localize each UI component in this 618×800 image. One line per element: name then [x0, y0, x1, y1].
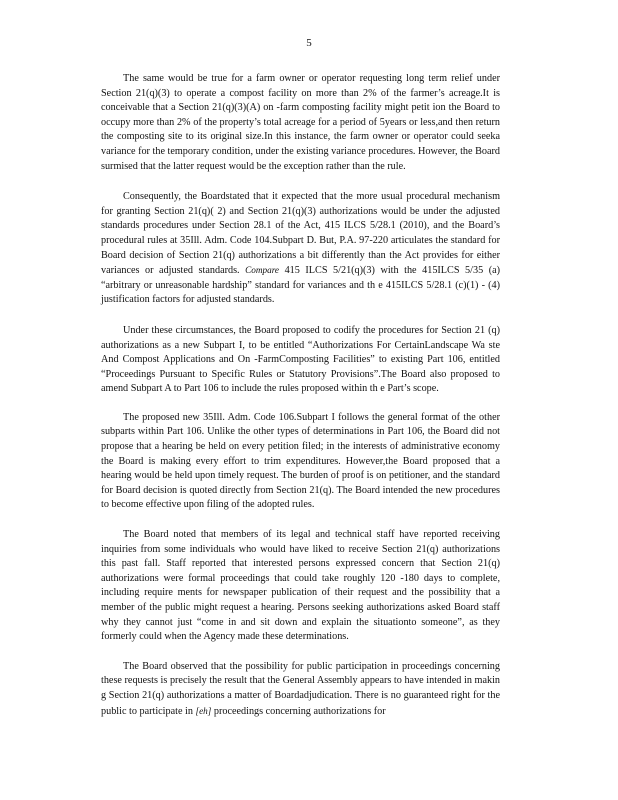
paragraph-proposed-subpart: The proposed new 35Ill. Adm. Code 106.Subpart I follows the general format of the other subparts within Part 106. Unlike the other types of determinations in Part 106, the Board did not propose that a hearing be held on every petition filed; in the interests of administrative economy the Board is making every effort to trim expenditures. However,the Board proposed that a hearing would be held upon timely request. The burden of proof is on petitioner, and the standard for Board decision is quoted directly from Section 21(q). The Board intended the new procedures to become effective upon filing of the adopted rules. [101, 411, 500, 511]
paragraph-text: Consequently, the Boardstated that it expected that the more usual procedural mechanism for granting Section 21(q)( 2) and Section 21(q)(3) authorizations would be under the adjusted standards procedures under Section 28.1 of the Act, 415 ILCS 5/28.1 (2010), and the Board’s procedural rules at 35Ill. Adm. Code 104.Subpart D. But, P.A. 97-220 articulates the standard for Board decision of Section 21(q) authorizations a bit differently than the Act provides for either variances or adjusted standards. [101, 191, 500, 277]
page-number: 5 [306, 37, 312, 49]
paragraph-text: proceedings concerning authorizations for [213, 705, 386, 717]
paragraph-staff-inquiries: The Board noted that members of its legal and technical staff have reported receiving inquiries from some individuals who would have liked to receive Section 21(q) authorizations this past fall. Staff reported that interested persons expressed concern that Section 21(q) authorizations were formal proceedings that could take roughly 120 -180 days to complete, including require ments for newspaper publication of their request and the possibility that a member of the public might request a hearing. Persons seeking authorizations asked Board staff why they cannot just “come in and sit down and explain the situationto someone”, as they formerly could when the Agency made these determinations. [101, 529, 500, 643]
paragraph-public-participation [101, 660, 500, 719]
inline-marker: [eh] [195, 705, 212, 716]
paragraph-codify-procedures: Under these circumstances, the Board proposed to codify the procedures for Section 21 (q) authorizations as a new Subpart I, to be entitled “Authorizations For CertainLandscape Wa ste And Compost Applications and On -FarmComposting Facilities” to existing Part 106, entitled “Proceedings Pursuant to Specific Rules or Statutory Provisions”.The Board also proposed to amend Subpart A to Part 106 to include the rules proposed within th e Part’s scope. [101, 324, 500, 395]
document-body [101, 72, 500, 735]
italic-citation-signal: Compare [245, 265, 280, 276]
paragraph-procedural-mechanism [101, 190, 500, 308]
paragraph-text: 415 ILCS 5/21(q)(3) with the 415ILCS 5/35 (a) “arbitrary or unreasonable hardship” standard for variances and th e 415ILCS 5/28.1 (c)(1) - (4) justification factors for adjusted standards. [101, 265, 501, 306]
paragraph-text: The Board observed that the possibility for public participation in proceedings concerning these requests is precisely the result that the General Assembly appears to have intended in makin g Section 21(q) authorizations a matter of Boardadjudication. There is no guaranteed right for the public to participate in [101, 660, 500, 717]
paragraph-farm-owner-relief: The same would be true for a farm owner or operator requesting long term relief under Section 21(q)(3) to operate a compost facility on more than 2% of the farmer’s acreage.It is conceivable that a Section 21(q)(3)(A) on -farm composting facility might petit ion the Board to occupy more than 2% of the property’s total acreage for a period of 5years or less,and then return the composting site to its original size.In this instance, the farm owner or operator could seeka variance for the temporary condition, under the existing variance procedures. However, the Board surmised that the latter request would be the exception rather than the rule. [101, 73, 500, 172]
